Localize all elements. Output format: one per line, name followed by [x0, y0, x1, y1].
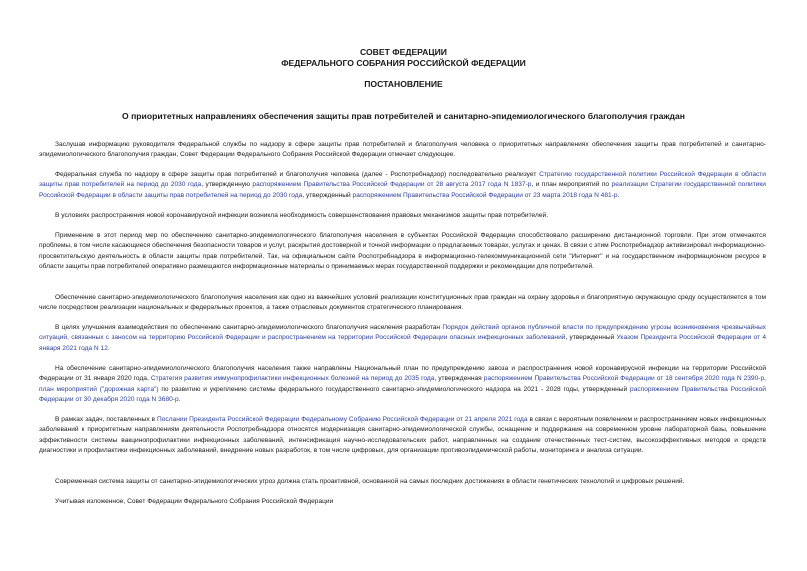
paragraph-8-text-1: В рамках задач, поставленных в	[55, 416, 157, 423]
paragraph-7-text-1: На обеспечение санитарно-эпидемиологического благополучия населения также направлены Национальный план по предупреждению завоза и распространения новой коронавирусной инфекции на территории Российской Федерации от 31 января 2020 года,	[39, 365, 766, 383]
paragraph-6-text-2: , утвержденный	[565, 334, 617, 342]
order-3680-r-link[interactable]: распоряжением Правительства Российской Федерации от 30 декабря 2020 года N 3680-р	[39, 385, 766, 403]
immunoprophylaxis-strategy-link[interactable]: Стратегия развития иммунопрофилактики инфекционных болезней на период до 2035 года	[150, 375, 435, 383]
paragraph-8	[39, 415, 766, 456]
paragraph-2-text-3: , и план мероприятий по	[531, 181, 612, 189]
paragraph-6-text-1: В целях улучшения взаимодействия по обеспечению санитарно-эпидемиологического благополучия населения разработан	[55, 324, 443, 331]
document-title: О приоритетных направлениях обеспечения защиты прав потребителей и санитарно-эпидемиологического благополучия граждан	[122, 111, 685, 121]
paragraph-5: Обеспечение санитарно-эпидемиологического благополучия населения как одно из важнейших условий реализации конституционных прав граждан на охрану здоровья и благоприятную окружающую среду осуществляется в том числе посредством реализации национальных и федеральных проектов, а также отраслевых документов стратегического планирования.	[39, 294, 766, 312]
issuer-line-1: СОВЕТ ФЕДЕРАЦИИ	[360, 47, 447, 57]
order-2390-r-link[interactable]: распоряжением Правительства Российской Федерации от 18 сентября 2020 года N 2390-р	[483, 375, 765, 383]
paragraph-7	[39, 364, 766, 405]
paragraph-2-text-4: , утвержденный	[302, 191, 353, 199]
paragraph-8-text-2: в связи с вероятным появлением и распространением новых инфекционных заболеваний к приоритетным направлениям деятельности Роспотребнадзора относятся модернизация санитарно-эпидемиологической службы, оснащение и поддержание на современном уровне лабораторной базы, повышение эффективности системы вакцинопрофилактики инфекционных заболеваний, интенсификация научно-исследовательских работ, направленных на создание отечественных тест-систем, высокоэффективных методов и средств диагностики и профилактики инфекционных заболеваний, внедрение новых разработок, в том числе цифровых, для организации противоэпидемической работы, мониторинга и анализа ситуации.	[39, 416, 766, 454]
strategy-implementation-plan-link[interactable]: реализации Стратегии государственной политики Российской Федерации в области защиты прав потребителей на период до 2030 года	[39, 181, 766, 199]
paragraph-6-text-3: .	[107, 344, 110, 352]
issuer-header	[0, 47, 807, 68]
document-type: ПОСТАНОВЛЕНИЕ	[364, 79, 443, 89]
public-authority-procedure-link[interactable]: Порядок действий органов публичной власти по предупреждению угрозы возникновения чрезвычайных ситуаций, связанных с заносом на территорию Российской Федерации и распространением на территории Российской Федерации опасных инфекционных заболеваний	[39, 324, 766, 342]
paragraph-9: Современная система защиты от санитарно-эпидемиологических угроз должна стать проактивной, основанной на самых последних достижениях в области генетических технологий и цифровых решений.	[55, 478, 685, 485]
paragraph-3: В условиях распространения новой коронавирусной инфекции возникла необходимость совершенствования правовых механизмов защиты прав потребителей.	[55, 212, 549, 219]
paragraph-7-text-2: , утвержденная	[434, 375, 484, 383]
presidential-decree-12-link[interactable]: Указом Президента Российской Федерации от 4 января 2021 года N 12	[39, 334, 766, 352]
order-481-r-link[interactable]: распоряжением Правительства Российской Федерации от 23 марта 2018 года N 481-р	[352, 191, 618, 199]
paragraph-2-text-1: Федеральная служба по надзору в сфере защиты прав потребителей и благополучия человека (далее - Роспотребнадзор) последовательно реализует	[55, 171, 540, 178]
paragraph-2-text-2: , утвержденную	[201, 181, 253, 189]
presidential-address-link[interactable]: Послании Президента Российской Федерации Федеральному Собранию Российской Федерации от 21 апреля 2021 года	[156, 416, 528, 423]
paragraph-2-text-5: .	[617, 191, 620, 199]
roadmap-plan-link[interactable]: план мероприятий ("дорожная карта")	[39, 385, 159, 393]
issuer-line-2: ФЕДЕРАЛЬНОГО СОБРАНИЯ РОССИЙСКОЙ ФЕДЕРАЦИИ	[281, 57, 526, 68]
paragraph-7-text-3: ,	[764, 375, 766, 383]
paragraph-7-text-5: .	[178, 395, 181, 403]
paragraph-4: Применение в этот период мер по обеспечению санитарно-эпидемиологического благополучия населения в субъектах Российской Федерации способствовало расширению дистанционной торговли. При этом отмечаются проблемы, в том числе касающиеся обеспечения безопасности товаров и услуг, раскрытия достоверной и точной информации о предлагаемых товарах, услугах и ценах. В связи с этим Роспотребнадзор активизировал информационно-просветительскую деятельность в области защиты прав потребителей. Так, на официальном сайте Роспотребнадзора в информационно-телекоммуникационной сети "Интернет" и на государственном информационном ресурсе в области защиты прав потребителей оперативно размещаются информационные материалы о принимаемых мерах государственной поддержки и рекомендации для потребителей.	[39, 232, 766, 270]
paragraph-1: Заслушав информацию руководителя Федеральной службы по надзору в сфере защиты прав потребителей и благополучия человека о приоритетных направлениях обеспечения защиты прав потребителей и санитарно-эпидемиологического благополучия граждан, Совет Федерации Федерального Собрания Российской Федерации отмечает следующее.	[39, 141, 766, 159]
paragraph-10: Учитывая изложенное, Совет Федерации Федерального Собрания Российской Федерации	[55, 498, 334, 505]
order-1837-r-link[interactable]: распоряжением Правительства Российской Федерации от 28 августа 2017 года N 1837-р	[252, 181, 532, 189]
paragraph-2	[39, 170, 766, 201]
paragraph-6	[39, 323, 766, 354]
strategy-consumer-protection-link[interactable]: Стратегию государственной политики Российской Федерации в области защиты прав потребителей на период до 2030 года	[39, 171, 766, 189]
paragraph-7-text-4: по развитию и укреплению системы федерального государственного санитарно-эпидемиологического надзора на 2021 - 2028 годы, утвержденный	[158, 385, 631, 393]
